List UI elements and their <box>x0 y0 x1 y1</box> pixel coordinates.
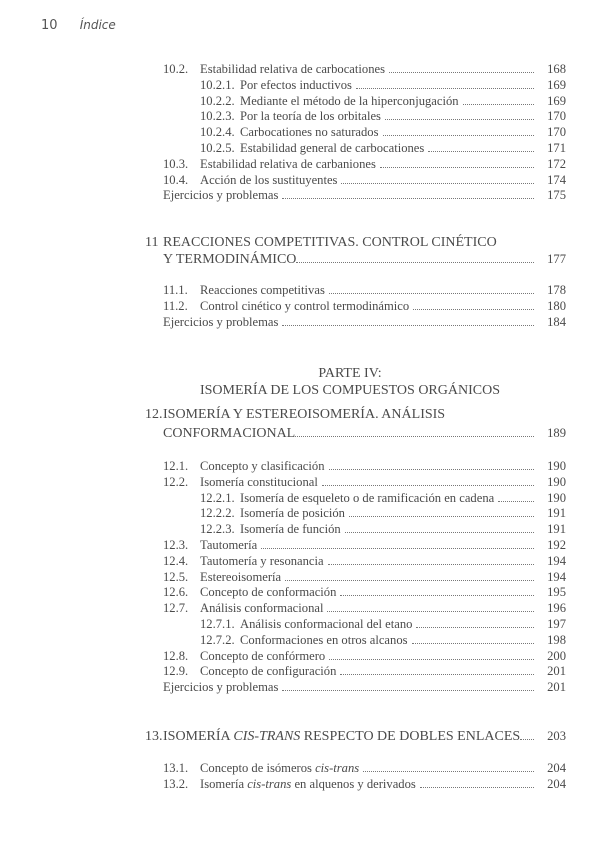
chapter-title-line2: CONFORMACIONAL <box>163 426 296 441</box>
entry-title: Isomería cis-trans en alquenos y derivados <box>200 776 416 791</box>
entry-title: Concepto de confórmero <box>200 648 326 663</box>
dot-leader <box>412 643 534 644</box>
entry-number: 12.1. <box>163 459 189 473</box>
entry-title: Tautomería y resonancia <box>200 553 324 568</box>
page-ref: 168 <box>547 62 566 76</box>
part-title: ISOMERÍA DE LOS COMPUESTOS ORGÁNICOS <box>199 383 500 398</box>
toc-entry <box>163 600 566 616</box>
page-ref: 201 <box>547 664 566 679</box>
entry-number: 12.4. <box>163 553 189 568</box>
page-ref: 191 <box>547 522 566 537</box>
toc-chapter-13 <box>145 728 566 745</box>
page-ref: 195 <box>547 585 566 600</box>
page-ref: 169 <box>547 93 566 108</box>
toc-entry <box>200 77 566 93</box>
entry-number: 11.2. <box>163 298 188 313</box>
dot-leader <box>380 167 534 168</box>
entry-number: 10.2.1. <box>200 77 235 92</box>
page-ref: 203 <box>547 729 566 743</box>
toc-entry <box>200 616 566 632</box>
dot-leader <box>349 516 534 517</box>
dot-leader <box>413 309 534 310</box>
page-ref: 204 <box>547 761 566 775</box>
toc-entry <box>163 314 566 330</box>
entry-number: 10.2.2. <box>200 93 235 108</box>
dot-leader <box>389 72 534 73</box>
toc-entry <box>200 93 566 109</box>
chapter-number: 11 <box>145 235 159 250</box>
entry-title: Isomería constitucional <box>200 474 318 489</box>
page-ref: 201 <box>547 680 566 695</box>
page-ref: 194 <box>547 553 566 568</box>
entry-number: 10.4. <box>163 172 189 187</box>
entry-title: Mediante el método de la hiperconjugación <box>240 93 459 108</box>
toc-entry <box>163 282 566 298</box>
entry-title: Concepto y clasificación <box>200 459 325 473</box>
dot-leader <box>340 595 534 596</box>
dot-leader <box>345 532 534 533</box>
entry-title: Ejercicios y problemas <box>163 680 279 695</box>
entry-title: Acción de los sustituyentes <box>200 172 338 187</box>
entry-title: Concepto de isómeros cis-trans <box>200 761 360 775</box>
page-ref: 170 <box>547 125 566 140</box>
entry-title: Análisis conformacional del etano <box>240 617 413 631</box>
entry-number: 12.5. <box>163 569 189 584</box>
dot-leader <box>416 627 534 628</box>
page-ref: 184 <box>547 314 566 329</box>
chapter-number: 12. <box>145 407 163 422</box>
toc-entry <box>163 760 566 776</box>
entry-number: 13.1. <box>163 761 189 775</box>
page-ref: 175 <box>547 188 566 203</box>
part-heading <box>150 365 550 399</box>
page-ref: 189 <box>547 426 566 440</box>
toc-entry <box>163 776 566 792</box>
dot-leader <box>363 771 534 772</box>
entry-title: Por efectos inductivos <box>240 77 352 92</box>
dot-leader <box>340 674 534 675</box>
toc-entry <box>200 632 566 648</box>
entry-title: Isomería de posición <box>240 506 345 521</box>
entry-number: 12.8. <box>163 648 189 663</box>
entry-number: 12.2.2. <box>200 506 235 521</box>
toc-entry <box>200 140 566 156</box>
chapter-title-line2: Y TERMODINÁMICO <box>163 252 297 267</box>
dot-leader <box>356 88 534 89</box>
entry-number: 10.2.3. <box>200 109 235 124</box>
dot-leader <box>341 183 534 184</box>
page-ref: 194 <box>547 569 566 584</box>
toc-entry <box>200 108 566 124</box>
entry-title: Estabilidad general de carbocationes <box>240 141 425 155</box>
entry-title: Estereoisomería <box>200 569 282 584</box>
entry-title: Concepto de conformación <box>200 585 337 600</box>
dot-leader <box>383 135 535 136</box>
page-ref: 177 <box>547 252 566 266</box>
entry-number: 12.7. <box>163 601 189 616</box>
page-ref: 192 <box>547 538 566 552</box>
chapter-title: ISOMERÍA CIS-TRANS RESPECTO DE DOBLES ENLACES <box>163 729 521 744</box>
page-ref: 196 <box>547 601 566 616</box>
toc-entry <box>163 61 566 77</box>
dot-leader <box>385 119 534 120</box>
dot-leader <box>282 198 534 199</box>
dot-leader <box>322 485 534 486</box>
page-ref: 169 <box>547 77 566 92</box>
dot-leader <box>295 436 534 437</box>
dot-leader <box>498 501 534 502</box>
toc-entry <box>163 172 566 188</box>
page-ref: 190 <box>547 490 566 505</box>
dot-leader <box>520 739 534 740</box>
page-ref: 204 <box>547 776 566 791</box>
toc-entry <box>163 569 566 585</box>
entry-title: Reacciones competitivas <box>200 283 325 297</box>
toc-entry <box>200 124 566 140</box>
toc-entry <box>163 458 566 474</box>
dot-leader <box>329 469 535 470</box>
toc-entry <box>200 490 566 506</box>
page-ref: 172 <box>547 156 566 171</box>
dot-leader <box>328 564 534 565</box>
toc-entry <box>163 553 566 569</box>
entry-number: 12.9. <box>163 664 189 679</box>
entry-number: 12.3. <box>163 538 189 552</box>
entry-title: Concepto de configuración <box>200 664 337 679</box>
chapter-title-line1: ISOMERÍA Y ESTEREOISOMERÍA. ANÁLISIS <box>163 407 446 422</box>
chapter-title-line1: REACCIONES COMPETITIVAS. CONTROL CINÉTICO <box>163 235 497 250</box>
page-ref: 178 <box>547 283 566 297</box>
page-ref: 200 <box>547 648 566 663</box>
page-ref: 190 <box>547 474 566 489</box>
page-ref: 197 <box>547 617 566 631</box>
entry-title: Estabilidad relativa de carbocationes <box>200 62 385 76</box>
toc-entry <box>163 156 566 172</box>
toc-entry <box>163 679 566 695</box>
chapter-number: 13. <box>145 729 163 744</box>
toc-entry <box>200 521 566 537</box>
dot-leader <box>285 580 534 581</box>
entry-title: Por la teoría de los orbitales <box>240 109 381 124</box>
toc-entry <box>163 187 566 203</box>
entry-title: Isomería de esqueleto o de ramificación en cadena <box>240 490 495 505</box>
entry-title: Control cinético y control termodinámico <box>200 298 410 313</box>
entry-number: 11.1. <box>163 283 188 297</box>
toc-chapter-11 <box>145 234 566 268</box>
running-header <box>41 18 116 33</box>
dot-leader <box>296 262 534 263</box>
page-ref: 174 <box>547 172 566 187</box>
entry-title: Ejercicios y problemas <box>163 188 279 203</box>
dot-leader <box>282 325 534 326</box>
page-ref: 191 <box>547 506 566 521</box>
toc-entry <box>200 505 566 521</box>
dot-leader <box>327 611 534 612</box>
entry-number: 12.2.1. <box>200 490 235 505</box>
entry-number: 12.7.2. <box>200 632 235 647</box>
entry-number: 12.7.1. <box>200 617 235 631</box>
entry-title: Isomería de función <box>240 522 341 537</box>
toc-entry <box>163 537 566 553</box>
toc-entry <box>163 474 566 490</box>
part-number: PARTE IV: <box>318 366 382 381</box>
dot-leader <box>282 690 534 691</box>
dot-leader <box>428 151 534 152</box>
entry-title: Carbocationes no saturados <box>240 125 379 140</box>
entry-number: 10.3. <box>163 156 189 171</box>
toc-entry <box>163 298 566 314</box>
dot-leader <box>420 787 534 788</box>
entry-title: Tautomería <box>200 538 258 552</box>
page-ref: 198 <box>547 632 566 647</box>
toc-chapter-12 <box>145 406 566 440</box>
page-ref: 171 <box>547 141 566 155</box>
entry-title: Estabilidad relativa de carbaniones <box>200 156 376 171</box>
entry-title: Análisis conformacional <box>200 601 324 616</box>
toc-entry <box>163 663 566 679</box>
dot-leader <box>463 104 534 105</box>
page-ref: 190 <box>547 459 566 473</box>
page-ref: 180 <box>547 298 566 313</box>
page-number: 10 <box>41 18 58 33</box>
dot-leader <box>329 293 534 294</box>
entry-number: 10.2. <box>163 62 189 76</box>
entry-number: 12.2.3. <box>200 522 235 537</box>
entry-number: 12.6. <box>163 585 189 600</box>
page-ref: 170 <box>547 109 566 124</box>
entry-number: 10.2.4. <box>200 125 235 140</box>
entry-title: Conformaciones en otros alcanos <box>240 632 408 647</box>
dot-leader <box>261 548 534 549</box>
entry-number: 13.2. <box>163 776 189 791</box>
toc-entry <box>163 584 566 600</box>
entry-number: 10.2.5. <box>200 141 235 155</box>
entry-number: 12.2. <box>163 474 189 489</box>
running-title: Índice <box>79 18 116 32</box>
toc-entry <box>163 648 566 664</box>
entry-title: Ejercicios y problemas <box>163 314 279 329</box>
dot-leader <box>329 659 534 660</box>
